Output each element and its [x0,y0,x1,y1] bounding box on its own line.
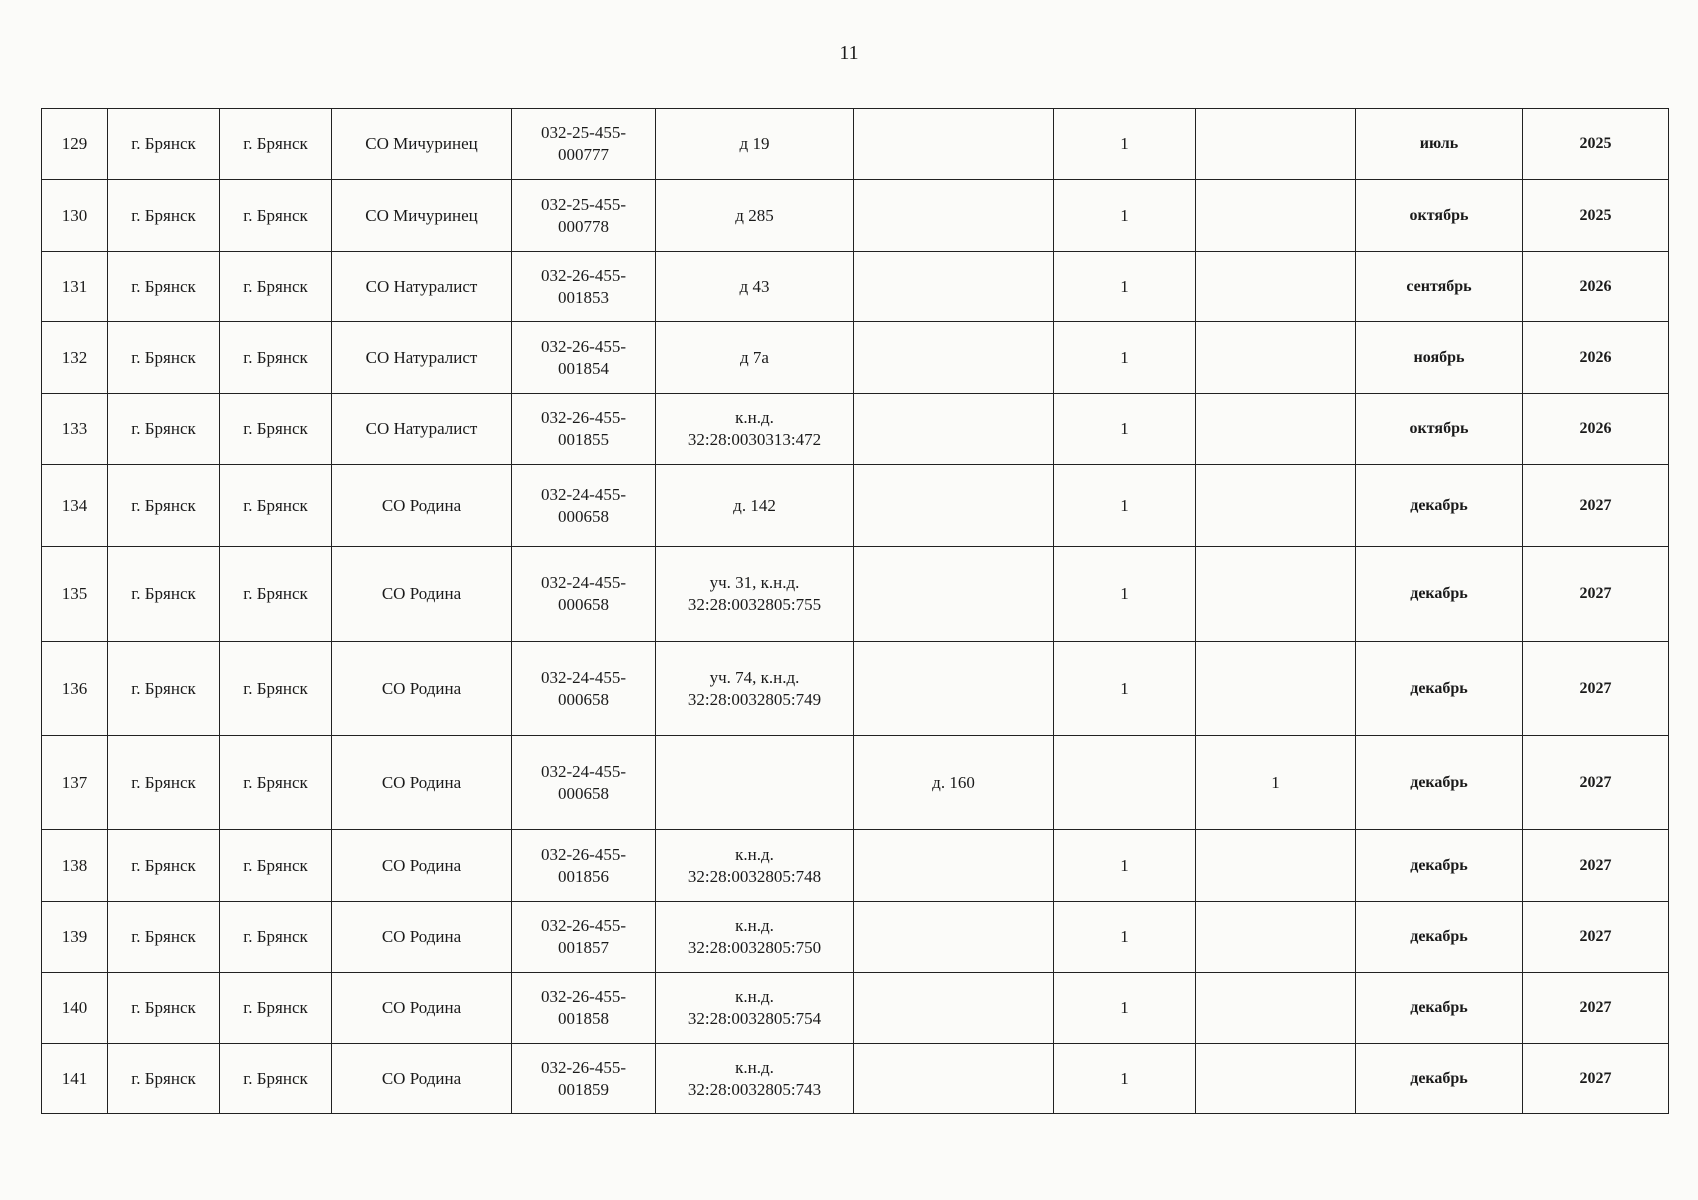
cell-municipality: г. Брянск [108,180,220,252]
cell-object-alt [854,973,1054,1044]
cell-year: 2027 [1523,736,1669,830]
cell-settlement: г. Брянск [220,394,332,465]
cell-count [1054,736,1196,830]
cell-code: 032-25-455- 000777 [512,109,656,180]
cell-row-number: 141 [42,1044,108,1114]
cell-row-number: 131 [42,252,108,322]
cell-year: 2026 [1523,322,1669,394]
cell-object-alt [854,547,1054,642]
cell-count-alt [1196,547,1356,642]
cell-object: к.н.д. 32:28:0032805:743 [656,1044,854,1114]
cell-year: 2027 [1523,547,1669,642]
cell-settlement: г. Брянск [220,736,332,830]
cell-code: 032-24-455- 000658 [512,736,656,830]
cell-month: сентябрь [1356,252,1523,322]
cell-month: декабрь [1356,736,1523,830]
cell-object-alt [854,322,1054,394]
cell-object: д 285 [656,180,854,252]
cell-settlement: г. Брянск [220,180,332,252]
cell-count: 1 [1054,109,1196,180]
cell-count-alt [1196,109,1356,180]
cell-municipality: г. Брянск [108,322,220,394]
cell-municipality: г. Брянск [108,394,220,465]
cell-society: СО Мичуринец [332,180,512,252]
cell-count: 1 [1054,1044,1196,1114]
cell-year: 2027 [1523,642,1669,736]
cell-month: декабрь [1356,465,1523,547]
cell-object-alt: д. 160 [854,736,1054,830]
cell-object: д 19 [656,109,854,180]
cell-year: 2025 [1523,180,1669,252]
cell-object-alt [854,394,1054,465]
cell-count-alt [1196,180,1356,252]
cell-object-alt [854,465,1054,547]
cell-year: 2026 [1523,252,1669,322]
table-row [42,973,1669,1044]
table-row [42,642,1669,736]
cell-count: 1 [1054,465,1196,547]
cell-settlement: г. Брянск [220,973,332,1044]
cell-object: д 43 [656,252,854,322]
cell-row-number: 134 [42,465,108,547]
page-number: 11 [839,42,859,64]
cell-count: 1 [1054,902,1196,973]
cell-object-alt [854,109,1054,180]
cell-count-alt [1196,322,1356,394]
cell-month: декабрь [1356,973,1523,1044]
cell-code: 032-24-455- 000658 [512,465,656,547]
cell-municipality: г. Брянск [108,1044,220,1114]
cell-code: 032-24-455- 000658 [512,547,656,642]
cell-municipality: г. Брянск [108,109,220,180]
cell-month: декабрь [1356,642,1523,736]
cell-month: октябрь [1356,180,1523,252]
table-row [42,465,1669,547]
cell-count: 1 [1054,642,1196,736]
table-row [42,180,1669,252]
table-row [42,830,1669,902]
cell-settlement: г. Брянск [220,902,332,973]
cell-code: 032-26-455- 001858 [512,973,656,1044]
cell-society: СО Родина [332,465,512,547]
cell-month: ноябрь [1356,322,1523,394]
cell-count: 1 [1054,830,1196,902]
cell-object-alt [854,252,1054,322]
cell-row-number: 132 [42,322,108,394]
cell-year: 2027 [1523,973,1669,1044]
table-row [42,547,1669,642]
cell-row-number: 139 [42,902,108,973]
cell-row-number: 138 [42,830,108,902]
table-row [42,252,1669,322]
table-row [42,109,1669,180]
cell-municipality: г. Брянск [108,736,220,830]
cell-society: СО Мичуринец [332,109,512,180]
cell-society: СО Родина [332,642,512,736]
cell-society: СО Родина [332,547,512,642]
cell-month: декабрь [1356,830,1523,902]
cell-municipality: г. Брянск [108,973,220,1044]
cell-object: к.н.д. 32:28:0032805:754 [656,973,854,1044]
cell-settlement: г. Брянск [220,109,332,180]
cell-society: СО Натуралист [332,394,512,465]
cell-society: СО Натуралист [332,322,512,394]
cell-count-alt [1196,830,1356,902]
cell-object-alt [854,180,1054,252]
cell-month: декабрь [1356,902,1523,973]
cell-code: 032-25-455- 000778 [512,180,656,252]
cell-row-number: 129 [42,109,108,180]
cell-object-alt [854,830,1054,902]
cell-society: СО Родина [332,902,512,973]
cell-municipality: г. Брянск [108,642,220,736]
cell-code: 032-26-455- 001854 [512,322,656,394]
table-row [42,322,1669,394]
cell-society: СО Родина [332,1044,512,1114]
cell-society: СО Родина [332,830,512,902]
cell-society: СО Натуралист [332,252,512,322]
cell-code: 032-26-455- 001856 [512,830,656,902]
cell-object: д 7а [656,322,854,394]
cell-code: 032-26-455- 001857 [512,902,656,973]
cell-code: 032-26-455- 001859 [512,1044,656,1114]
cell-year: 2026 [1523,394,1669,465]
cell-settlement: г. Брянск [220,1044,332,1114]
cell-count: 1 [1054,252,1196,322]
cell-year: 2027 [1523,1044,1669,1114]
cell-settlement: г. Брянск [220,547,332,642]
cell-municipality: г. Брянск [108,465,220,547]
cell-row-number: 130 [42,180,108,252]
cell-year: 2027 [1523,902,1669,973]
table-row [42,1044,1669,1114]
register-table [41,108,1669,1114]
table-row [42,902,1669,973]
cell-municipality: г. Брянск [108,547,220,642]
cell-settlement: г. Брянск [220,252,332,322]
cell-municipality: г. Брянск [108,830,220,902]
table-row [42,736,1669,830]
cell-code: 032-26-455- 001855 [512,394,656,465]
cell-municipality: г. Брянск [108,902,220,973]
cell-year: 2027 [1523,830,1669,902]
cell-society: СО Родина [332,973,512,1044]
cell-code: 032-24-455- 000658 [512,642,656,736]
cell-object: уч. 74, к.н.д. 32:28:0032805:749 [656,642,854,736]
cell-code: 032-26-455- 001853 [512,252,656,322]
cell-settlement: г. Брянск [220,322,332,394]
cell-count: 1 [1054,547,1196,642]
cell-settlement: г. Брянск [220,830,332,902]
cell-row-number: 136 [42,642,108,736]
cell-object-alt [854,642,1054,736]
cell-month: июль [1356,109,1523,180]
cell-object-alt [854,902,1054,973]
cell-object: уч. 31, к.н.д. 32:28:0032805:755 [656,547,854,642]
cell-month: декабрь [1356,547,1523,642]
cell-year: 2025 [1523,109,1669,180]
cell-municipality: г. Брянск [108,252,220,322]
cell-row-number: 133 [42,394,108,465]
cell-month: декабрь [1356,1044,1523,1114]
cell-month: октябрь [1356,394,1523,465]
cell-count-alt [1196,902,1356,973]
cell-count-alt [1196,1044,1356,1114]
cell-count-alt [1196,642,1356,736]
cell-object: д. 142 [656,465,854,547]
cell-row-number: 137 [42,736,108,830]
cell-count-alt: 1 [1196,736,1356,830]
cell-count-alt [1196,394,1356,465]
cell-object-alt [854,1044,1054,1114]
cell-row-number: 140 [42,973,108,1044]
cell-object: к.н.д. 32:28:0032805:750 [656,902,854,973]
cell-count-alt [1196,465,1356,547]
cell-count: 1 [1054,322,1196,394]
cell-count-alt [1196,973,1356,1044]
table-body [42,109,1669,1114]
cell-society: СО Родина [332,736,512,830]
cell-object [656,736,854,830]
cell-count: 1 [1054,180,1196,252]
cell-count: 1 [1054,394,1196,465]
cell-row-number: 135 [42,547,108,642]
cell-object: к.н.д. 32:28:0030313:472 [656,394,854,465]
cell-count: 1 [1054,973,1196,1044]
table-row [42,394,1669,465]
cell-year: 2027 [1523,465,1669,547]
cell-object: к.н.д. 32:28:0032805:748 [656,830,854,902]
cell-settlement: г. Брянск [220,642,332,736]
cell-settlement: г. Брянск [220,465,332,547]
cell-count-alt [1196,252,1356,322]
